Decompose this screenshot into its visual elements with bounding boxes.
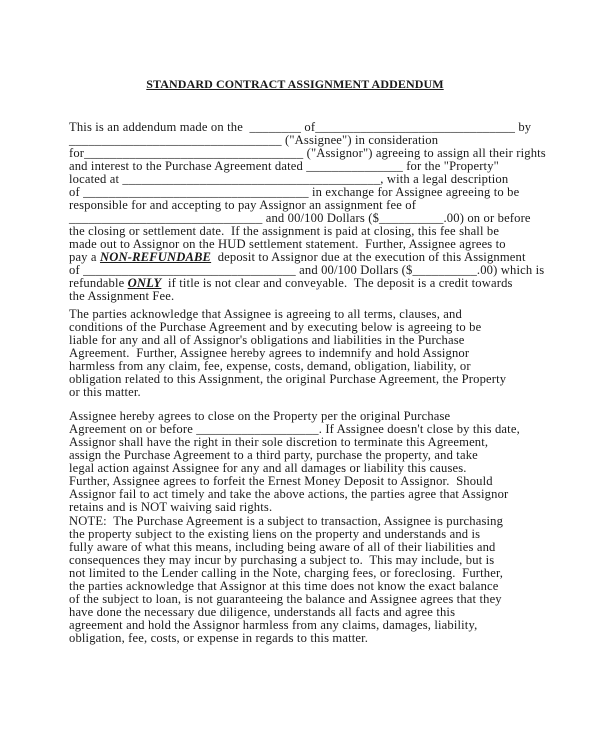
text-line [69, 632, 539, 645]
text-segment: legal action against Assignee for any and all damages or liability this causes. [69, 461, 467, 475]
text-segment: retains and is NOT waiving said rights. [69, 500, 273, 514]
text-segment: ______________________________ and 00/100 Dollars ($__________.00) on or before [69, 211, 531, 225]
text-segment: fully aware of what this means, including being aware of all of their liabilities and [69, 540, 496, 554]
text-segment: agreement and hold the Assignor harmless from any claims, damages, liability, [69, 618, 478, 632]
text-segment: liable for any and all of Assignor's obligations and liabilities in the Purchase [69, 333, 465, 347]
document-title: STANDARD CONTRACT ASSIGNMENT ADDENDUM [146, 77, 444, 91]
text-segment: the Assignment Fee. [69, 289, 175, 303]
text-segment: obligation related to this Assignment, the original Purchase Agreement, the Property [69, 372, 507, 386]
text-segment: or this matter. [69, 385, 141, 399]
text-segment: the property subject to the existing liens on the property and understands and is [69, 527, 481, 541]
emphasized-text: NON-REFUNDABE [99, 250, 212, 264]
text-segment: of the subject to loan, is not guaranteeing the balance and Assignee agrees that they [69, 592, 502, 606]
text-segment: consequences they may incur by purchasing a subject to. This may include, but is [69, 553, 495, 567]
text-segment: _________________________________ ("Assignee") in consideration [69, 133, 439, 147]
paragraph-assignment-terms [69, 120, 546, 303]
text-segment: NOTE: The Purchase Agreement is a subject to transaction, Assignee is purchasing [69, 514, 504, 528]
text-segment: harmless from any claim, fee, expense, costs, demand, obligation, liability, or [69, 359, 471, 373]
text-segment: Further, Assignee agrees to forfeit the Ernest Money Deposit to Assignor. Should [69, 474, 493, 488]
text-segment: This is an addendum made on the ________ of_______________________________ by [69, 120, 532, 134]
text-segment: obligation, fee, costs, or expense in regards to this matter. [69, 631, 369, 645]
text-line [69, 290, 539, 303]
text-segment: of _________________________________ and 00/100 Dollars ($__________.00) which is [69, 263, 545, 277]
text-segment: and interest to the Purchase Agreement dated _______________ for the "Property" [69, 159, 499, 173]
text-segment: the parties acknowledge that Assignor at this time does not know the exact balance [69, 579, 499, 593]
text-segment: The parties acknowledge that Assignee is agreeing to all terms, clauses, and [69, 307, 462, 321]
text-segment: of ___________________________________ in exchange for Assignee agreeing to be [69, 185, 520, 199]
paragraph-acknowledgement [69, 308, 539, 399]
text-segment: Assignor shall have the right in their sole discretion to terminate this Agreement, [69, 435, 489, 449]
text-segment: not limited to the Lender calling in the Note, charging fees, or foreclosing. Further, [69, 566, 504, 580]
text-segment: refundable [69, 276, 128, 290]
paragraph-closing [69, 410, 539, 514]
text-segment: Agreement on or before ___________________. If Assignee doesn't close by this date, [69, 422, 520, 436]
text-segment: for__________________________________ ("Assignor") agreeing to assign all their rights [69, 146, 546, 160]
text-segment: made out to Assignor on the HUD settlement statement. Further, Assignee agrees to [69, 237, 506, 251]
text-segment: Assignor fail to act timely and take the above actions, the parties agree that Assignor [69, 487, 509, 501]
text-segment: pay a [69, 250, 100, 264]
text-segment: located at ________________________________________, with a legal description [69, 172, 509, 186]
text-segment: the closing or settlement date. If the assignment is paid at closing, this fee shall be [69, 224, 500, 238]
text-segment: have done the necessary due diligence, understands all facts and agree this [69, 605, 456, 619]
text-segment: conditions of the Purchase Agreement and by executing below is agreeing to be [69, 320, 482, 334]
paragraph-note [69, 515, 539, 645]
text-segment: assign the Purchase Agreement to a third party, purchase the property, and take [69, 448, 478, 462]
text-segment: deposit to Assignor due at the execution of this Assignment [211, 250, 526, 264]
text-segment: responsible for and accepting to pay Assignor an assignment fee of [69, 198, 417, 212]
text-line [69, 501, 539, 514]
text-segment: Agreement. Further, Assignee hereby agrees to indemnify and hold Assignor [69, 346, 470, 360]
emphasized-text: ONLY [127, 276, 162, 290]
text-segment: if title is not clear and conveyable. The deposit is a credit towards [161, 276, 513, 290]
text-line [69, 386, 539, 399]
text-segment: Assignee hereby agrees to close on the Property per the original Purchase [69, 409, 451, 423]
